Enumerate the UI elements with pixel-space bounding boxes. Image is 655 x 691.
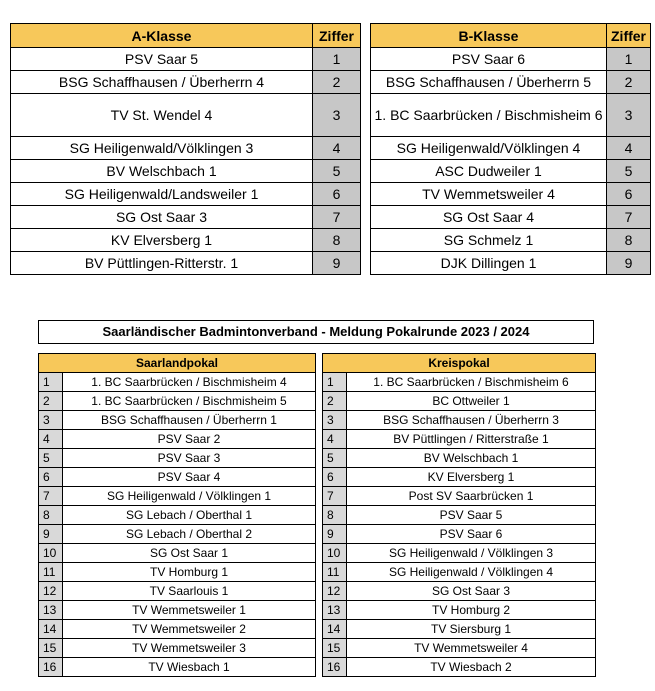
saarlandpokal-team-cell: TV Homburg 1 (63, 563, 316, 582)
saarlandpokal-number-cell: 16 (39, 658, 63, 677)
saarlandpokal-row (39, 601, 316, 620)
kreispokal-team-cell: BV Püttlingen / Ritterstraße 1 (347, 430, 596, 449)
a-klasse-team-cell: BV Püttlingen-Ritterstr. 1 (11, 252, 313, 275)
saarlandpokal-team-cell: PSV Saar 3 (63, 449, 316, 468)
saarlandpokal-team-cell: SG Lebach / Oberthal 1 (63, 506, 316, 525)
b-klasse-team-cell: SG Ost Saar 4 (371, 206, 607, 229)
saarlandpokal-row (39, 430, 316, 449)
b-klasse-team-cell: SG Schmelz 1 (371, 229, 607, 252)
b-klasse-ziffer-cell: 2 (607, 71, 651, 94)
a-klasse-team-cell: SG Heiligenwald/Völklingen 3 (11, 137, 313, 160)
saarlandpokal-number-cell: 6 (39, 468, 63, 487)
a-klasse-table (10, 23, 361, 275)
a-klasse-row (11, 183, 361, 206)
saarlandpokal-row (39, 544, 316, 563)
saarlandpokal-team-cell: TV Wemmetsweiler 2 (63, 620, 316, 639)
a-klasse-body (11, 48, 361, 275)
kreispokal-team-cell: TV Homburg 2 (347, 601, 596, 620)
saarlandpokal-number-cell: 14 (39, 620, 63, 639)
kreispokal-row (323, 373, 596, 392)
kreispokal-number-cell: 15 (323, 639, 347, 658)
saarlandpokal-team-cell: SG Heiligenwald / Völklingen 1 (63, 487, 316, 506)
a-klasse-team-cell: BV Welschbach 1 (11, 160, 313, 183)
kreispokal-number-cell: 9 (323, 525, 347, 544)
kreispokal-team-cell: TV Siersburg 1 (347, 620, 596, 639)
kreispokal-row (323, 620, 596, 639)
kreispokal-number-cell: 16 (323, 658, 347, 677)
kreispokal-team-cell: PSV Saar 5 (347, 506, 596, 525)
b-klasse-header-row (371, 24, 651, 48)
kreispokal-team-cell: BSG Schaffhausen / Überherrn 3 (347, 411, 596, 430)
a-klasse-row (11, 94, 361, 137)
b-klasse-row (371, 206, 651, 229)
saarlandpokal-team-cell: SG Lebach / Oberthal 2 (63, 525, 316, 544)
kreispokal-number-cell: 5 (323, 449, 347, 468)
kreispokal-body (323, 373, 596, 677)
a-klasse-row (11, 229, 361, 252)
saarlandpokal-number-cell: 4 (39, 430, 63, 449)
kreispokal-number-cell: 14 (323, 620, 347, 639)
saarlandpokal-number-cell: 2 (39, 392, 63, 411)
kreispokal-team-cell: SG Heiligenwald / Völklingen 3 (347, 544, 596, 563)
saarlandpokal-team-cell: SG Ost Saar 1 (63, 544, 316, 563)
b-klasse-team-cell: DJK Dillingen 1 (371, 252, 607, 275)
b-klasse-header: B-Klasse (371, 24, 607, 48)
b-klasse-row (371, 160, 651, 183)
a-klasse-row (11, 206, 361, 229)
a-klasse-ziffer-cell: 8 (313, 229, 361, 252)
b-klasse-body (371, 48, 651, 275)
saarlandpokal-row (39, 392, 316, 411)
kreispokal-team-cell: TV Wemmetsweiler 4 (347, 639, 596, 658)
a-klasse-ziffer-cell: 4 (313, 137, 361, 160)
b-klasse-ziffer-cell: 5 (607, 160, 651, 183)
b-klasse-ziffer-cell: 8 (607, 229, 651, 252)
saarlandpokal-row (39, 658, 316, 677)
kreispokal-row (323, 506, 596, 525)
kreispokal-number-cell: 3 (323, 411, 347, 430)
kreispokal-number-cell: 1 (323, 373, 347, 392)
a-klasse-ziffer-cell: 9 (313, 252, 361, 275)
a-klasse-ziffer-header: Ziffer (313, 24, 361, 48)
kreispokal-header-row (323, 354, 596, 373)
saarlandpokal-row (39, 525, 316, 544)
saarlandpokal-row (39, 411, 316, 430)
a-klasse-ziffer-cell: 3 (313, 94, 361, 137)
a-klasse-team-cell: KV Elversberg 1 (11, 229, 313, 252)
a-klasse-team-cell: PSV Saar 5 (11, 48, 313, 71)
saarlandpokal-number-cell: 1 (39, 373, 63, 392)
kreispokal-row (323, 639, 596, 658)
kreispokal-row (323, 449, 596, 468)
saarlandpokal-team-cell: TV Saarlouis 1 (63, 582, 316, 601)
saarlandpokal-number-cell: 8 (39, 506, 63, 525)
kreispokal-row (323, 563, 596, 582)
b-klasse-ziffer-cell: 4 (607, 137, 651, 160)
kreispokal-row (323, 392, 596, 411)
kreispokal-row (323, 487, 596, 506)
b-klasse-ziffer-cell: 7 (607, 206, 651, 229)
kreispokal-team-cell: TV Wiesbach 2 (347, 658, 596, 677)
kreispokal-number-cell: 12 (323, 582, 347, 601)
saarlandpokal-row (39, 449, 316, 468)
kreispokal-row (323, 468, 596, 487)
saarlandpokal-row (39, 373, 316, 392)
a-klasse-ziffer-cell: 7 (313, 206, 361, 229)
kreispokal-row (323, 601, 596, 620)
saarlandpokal-team-cell: TV Wemmetsweiler 1 (63, 601, 316, 620)
b-klasse-table (370, 23, 651, 275)
kreispokal-team-cell: SG Heiligenwald / Völklingen 4 (347, 563, 596, 582)
b-klasse-ziffer-header: Ziffer (607, 24, 651, 48)
b-klasse-ziffer-cell: 6 (607, 183, 651, 206)
saarlandpokal-team-cell: TV Wemmetsweiler 3 (63, 639, 316, 658)
a-klasse-row (11, 160, 361, 183)
kreispokal-row (323, 658, 596, 677)
b-klasse-ziffer-cell: 1 (607, 48, 651, 71)
b-klasse-row (371, 94, 651, 137)
saarlandpokal-team-cell: TV Wiesbach 1 (63, 658, 316, 677)
kreispokal-team-cell: 1. BC Saarbrücken / Bischmisheim 6 (347, 373, 596, 392)
a-klasse-ziffer-cell: 2 (313, 71, 361, 94)
saarlandpokal-header-row (39, 354, 316, 373)
kreispokal-table (322, 353, 596, 677)
saarlandpokal-number-cell: 7 (39, 487, 63, 506)
saarlandpokal-number-cell: 12 (39, 582, 63, 601)
kreispokal-row (323, 430, 596, 449)
b-klasse-team-cell: 1. BC Saarbrücken / Bischmisheim 6 (371, 94, 607, 137)
kreispokal-number-cell: 10 (323, 544, 347, 563)
b-klasse-row (371, 48, 651, 71)
kreispokal-row (323, 525, 596, 544)
a-klasse-row (11, 48, 361, 71)
saarlandpokal-team-cell: PSV Saar 4 (63, 468, 316, 487)
a-klasse-ziffer-cell: 1 (313, 48, 361, 71)
b-klasse-row (371, 252, 651, 275)
saarlandpokal-number-cell: 5 (39, 449, 63, 468)
saarlandpokal-row (39, 582, 316, 601)
kreispokal-row (323, 411, 596, 430)
saarlandpokal-number-cell: 3 (39, 411, 63, 430)
b-klasse-team-cell: BSG Schaffhausen / Überherrn 5 (371, 71, 607, 94)
a-klasse-ziffer-cell: 5 (313, 160, 361, 183)
saarlandpokal-number-cell: 10 (39, 544, 63, 563)
a-klasse-row (11, 137, 361, 160)
kreispokal-number-cell: 7 (323, 487, 347, 506)
b-klasse-ziffer-cell: 9 (607, 252, 651, 275)
kreispokal-number-cell: 6 (323, 468, 347, 487)
saarlandpokal-row (39, 468, 316, 487)
saarlandpokal-team-cell: 1. BC Saarbrücken / Bischmisheim 4 (63, 373, 316, 392)
a-klasse-team-cell: SG Heiligenwald/Landsweiler 1 (11, 183, 313, 206)
kreispokal-header: Kreispokal (323, 354, 596, 373)
b-klasse-row (371, 137, 651, 160)
b-klasse-ziffer-cell: 3 (607, 94, 651, 137)
b-klasse-team-cell: TV Wemmetsweiler 4 (371, 183, 607, 206)
b-klasse-row (371, 229, 651, 252)
kreispokal-number-cell: 8 (323, 506, 347, 525)
b-klasse-team-cell: PSV Saar 6 (371, 48, 607, 71)
a-klasse-header-row (11, 24, 361, 48)
kreispokal-row (323, 582, 596, 601)
kreispokal-team-cell: PSV Saar 6 (347, 525, 596, 544)
kreispokal-number-cell: 13 (323, 601, 347, 620)
saarlandpokal-table (38, 353, 316, 677)
saarlandpokal-row (39, 639, 316, 658)
a-klasse-row (11, 252, 361, 275)
saarlandpokal-number-cell: 9 (39, 525, 63, 544)
kreispokal-number-cell: 4 (323, 430, 347, 449)
b-klasse-row (371, 183, 651, 206)
b-klasse-team-cell: ASC Dudweiler 1 (371, 160, 607, 183)
a-klasse-team-cell: TV St. Wendel 4 (11, 94, 313, 137)
saarlandpokal-number-cell: 15 (39, 639, 63, 658)
saarlandpokal-number-cell: 11 (39, 563, 63, 582)
a-klasse-team-cell: BSG Schaffhausen / Überherrn 4 (11, 71, 313, 94)
kreispokal-team-cell: KV Elversberg 1 (347, 468, 596, 487)
kreispokal-number-cell: 2 (323, 392, 347, 411)
saarlandpokal-team-cell: PSV Saar 2 (63, 430, 316, 449)
a-klasse-header: A-Klasse (11, 24, 313, 48)
saarlandpokal-row (39, 506, 316, 525)
b-klasse-row (371, 71, 651, 94)
saarlandpokal-row (39, 563, 316, 582)
kreispokal-team-cell: SG Ost Saar 3 (347, 582, 596, 601)
saarlandpokal-header: Saarlandpokal (39, 354, 316, 373)
kreispokal-team-cell: BV Welschbach 1 (347, 449, 596, 468)
b-klasse-team-cell: SG Heiligenwald/Völklingen 4 (371, 137, 607, 160)
saarlandpokal-body (39, 373, 316, 677)
kreispokal-row (323, 544, 596, 563)
a-klasse-ziffer-cell: 6 (313, 183, 361, 206)
saarlandpokal-team-cell: BSG Schaffhausen / Überherrn 1 (63, 411, 316, 430)
saarlandpokal-team-cell: 1. BC Saarbrücken / Bischmisheim 5 (63, 392, 316, 411)
kreispokal-team-cell: BC Ottweiler 1 (347, 392, 596, 411)
kreispokal-number-cell: 11 (323, 563, 347, 582)
saarlandpokal-row (39, 487, 316, 506)
meldung-title: Saarländischer Badmintonverband - Meldung Pokalrunde 2023 / 2024 (38, 320, 594, 344)
saarlandpokal-row (39, 620, 316, 639)
saarlandpokal-number-cell: 13 (39, 601, 63, 620)
kreispokal-team-cell: Post SV Saarbrücken 1 (347, 487, 596, 506)
a-klasse-team-cell: SG Ost Saar 3 (11, 206, 313, 229)
a-klasse-row (11, 71, 361, 94)
